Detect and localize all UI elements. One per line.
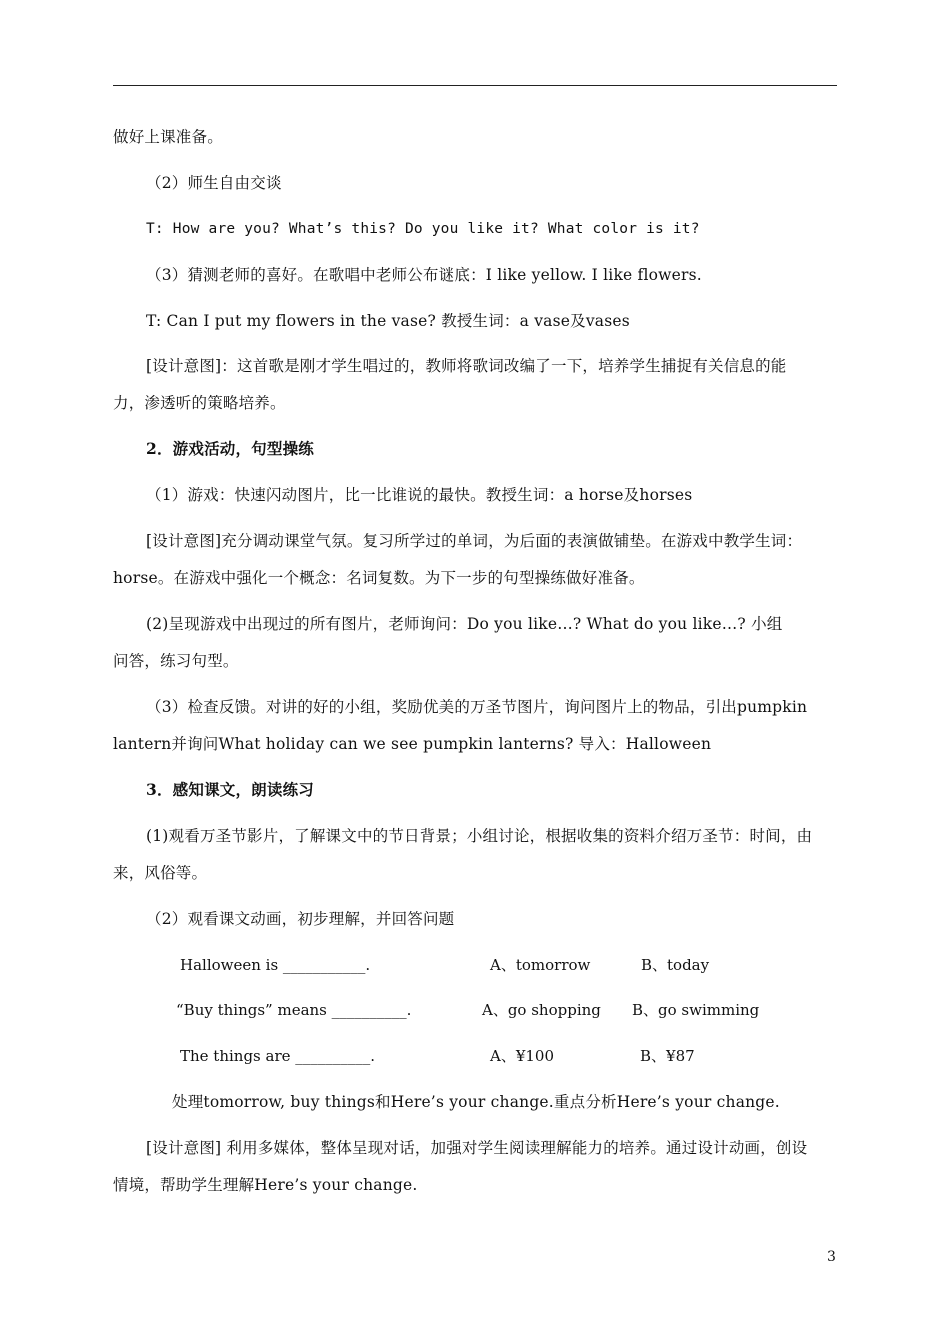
paragraph-text: 做好上课准备。 <box>113 128 223 146</box>
design-intent-text: [设计意图]：这首歌是刚才学生唱过的，教师将歌词改编了一下，培养学生捕捉有关信息的能 <box>146 357 787 375</box>
question-stem: The things are __________. <box>180 1047 376 1065</box>
header-rule <box>113 85 837 86</box>
option-a: A、¥100 <box>490 1047 555 1065</box>
page-number: 3 <box>827 1249 836 1265</box>
section-heading: 2．游戏活动，句型操练 <box>146 439 314 458</box>
section-heading: 3．感知课文，朗读练习 <box>146 780 314 799</box>
paragraph-text: lantern并询问What holiday can we see pumpkin lanterns? 导入：Halloween <box>113 735 712 753</box>
question-stem: “Buy things” means __________. <box>176 1001 412 1019</box>
option-b: B、¥87 <box>640 1047 695 1065</box>
design-intent-text: horse。在游戏中强化一个概念：名词复数。为下一步的句型操练做好准备。 <box>113 569 645 587</box>
paragraph-text: 处理tomorrow, buy things和Here’s your change.重点分析Here’s your change. <box>172 1093 780 1111</box>
dialogue-line: T: How are you? What’s this? Do you like it? What color is it? <box>146 221 700 237</box>
design-intent-text: [设计意图]充分调动课堂气氛。复习所学过的单词，为后面的表演做铺垫。在游戏中教学生词： <box>146 532 803 550</box>
option-a: A、tomorrow <box>490 956 591 974</box>
paragraph-text: (1)观看万圣节影片，了解课文中的节日背景；小组讨论，根据收集的资料介绍万圣节：时间，由 <box>146 827 813 845</box>
paragraph-text: 问答，练习句型。 <box>113 652 239 670</box>
paragraph-text: (2)呈现游戏中出现过的所有图片，老师询问：Do you like…? What do you like…? 小组 <box>146 615 783 633</box>
paragraph-text: 来，风俗等。 <box>113 864 208 882</box>
option-b: B、today <box>641 956 710 974</box>
option-a: A、go shopping <box>482 1001 601 1019</box>
design-intent-text: [设计意图] 利用多媒体，整体呈现对话，加强对学生阅读理解能力的培养。通过设计动画，创设 <box>146 1139 808 1157</box>
paragraph-text: （2）师生自由交谈 <box>146 174 282 192</box>
paragraph-text: （1）游戏：快速闪动图片，比一比谁说的最快。教授生词：a horse及horses <box>146 486 693 504</box>
question-stem: Halloween is ___________. <box>180 956 371 974</box>
paragraph-text: （3）猜测老师的喜好。在歌唱中老师公布谜底：I like yellow. I like flowers. <box>146 266 702 284</box>
paragraph-text: （3）检查反馈。对讲的好的小组，奖励优美的万圣节图片，询问图片上的物品，引出pumpkin <box>146 698 808 716</box>
option-b: B、go swimming <box>632 1001 760 1019</box>
dialogue-line: T: Can I put my flowers in the vase? 教授生词：a vase及vases <box>146 312 630 330</box>
paragraph-text: （2）观看课文动画，初步理解，并回答问题 <box>146 910 455 928</box>
design-intent-text: 情境，帮助学生理解Here’s your change. <box>113 1176 418 1194</box>
design-intent-text: 力，渗透听的策略培养。 <box>113 394 286 412</box>
